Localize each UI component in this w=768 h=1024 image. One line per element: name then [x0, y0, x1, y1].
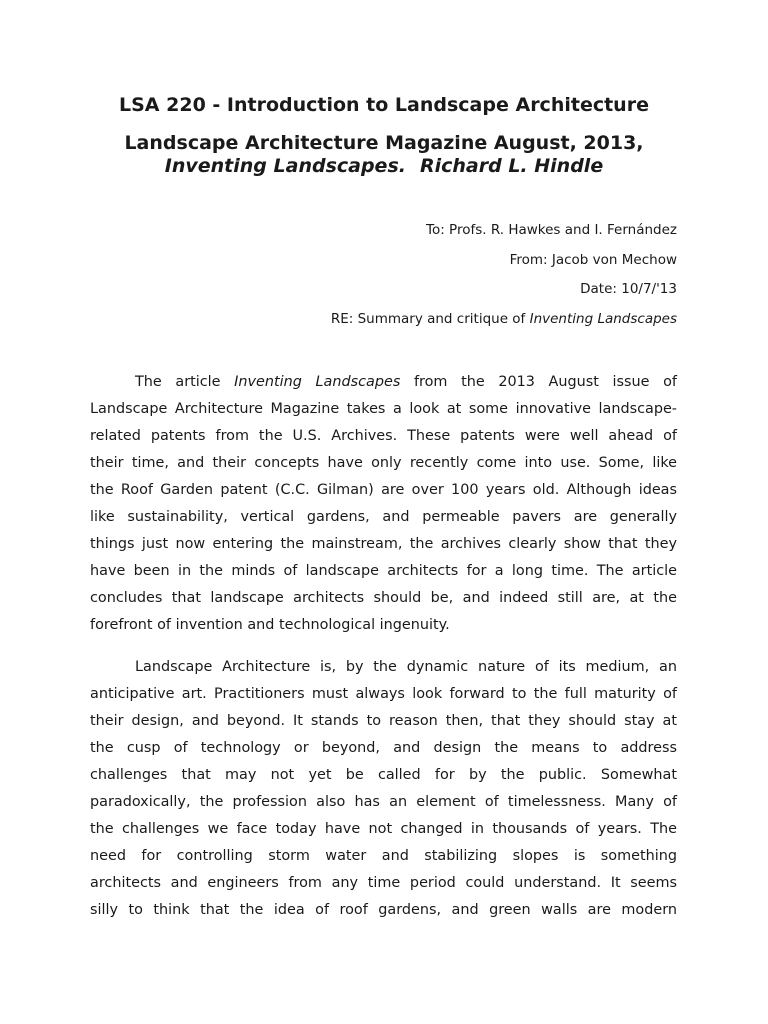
paragraph-line: like sustainability, vertical gardens, and permeable pavers are generally — [90, 509, 677, 525]
article-title: Inventing Landscapes. — [164, 155, 406, 177]
paragraph-line: architects and engineers from any time period could understand. It seems — [90, 875, 677, 891]
article-source: Landscape Architecture Magazine August, 2013, — [124, 132, 644, 154]
article-title-reference: Inventing Landscapes — [234, 374, 401, 390]
paragraph-line: have been in the minds of landscape architects for a long time. The article — [90, 563, 677, 579]
paragraph-line: Landscape Architecture is, by the dynamic nature of its medium, an — [135, 659, 677, 675]
memo-re — [331, 310, 677, 328]
memo-to: To: Profs. R. Hawkes and I. Fernández — [426, 222, 677, 238]
memo-re-title: Inventing Landscapes — [529, 311, 677, 327]
course-title: LSA 220 - Introduction to Landscape Architecture — [119, 94, 649, 116]
paragraph-line: anticipative art. Practitioners must always look forward to the full maturity of — [90, 686, 677, 702]
paragraph-line — [90, 369, 677, 396]
paragraph-line: concludes that landscape architects should be, and indeed still are, at the — [90, 590, 677, 606]
paragraph-line: need for controlling storm water and stabilizing slopes is something — [90, 848, 677, 864]
paragraph-line: their design, and beyond. It stands to reason then, that they should stay at — [90, 713, 677, 729]
paragraph-line: Landscape Architecture Magazine takes a look at some innovative landscape- — [90, 401, 677, 417]
paragraph-summary — [90, 369, 677, 639]
memo-date: Date: 10/7/'13 — [580, 281, 677, 297]
memo-from: From: Jacob von Mechow — [509, 252, 677, 268]
text-run: The article — [135, 374, 235, 390]
paragraph-line: things just now entering the mainstream, the archives clearly show that they — [90, 536, 677, 552]
paragraph-line: forefront of invention and technological ingenuity. — [90, 617, 450, 633]
paragraph-line: silly to think that the idea of roof gardens, and green walls are modern — [90, 902, 677, 918]
memo-re-prefix: RE: Summary and critique of — [330, 311, 530, 327]
paragraph-line: the cusp of technology or beyond, and design the means to address — [90, 740, 677, 756]
article-title-line — [0, 154, 768, 178]
paragraph-line: related patents from the U.S. Archives. These patents were well ahead of — [90, 428, 677, 444]
paragraph-line: paradoxically, the profession also has an element of timelessness. Many of — [90, 794, 677, 810]
paragraph-critique — [90, 654, 677, 924]
article-author: Richard L. Hindle — [419, 155, 604, 177]
paragraph-line: the Roof Garden patent (C.C. Gilman) are over 100 years old. Although ideas — [90, 482, 677, 498]
paragraph-line: the challenges we face today have not changed in thousands of years. The — [90, 821, 677, 837]
paragraph-line: challenges that may not yet be called for by the public. Somewhat — [90, 767, 677, 783]
paragraph-line: their time, and their concepts have only recently come into use. Some, like — [90, 455, 677, 471]
text-run: from the 2013 August issue of — [400, 374, 677, 390]
